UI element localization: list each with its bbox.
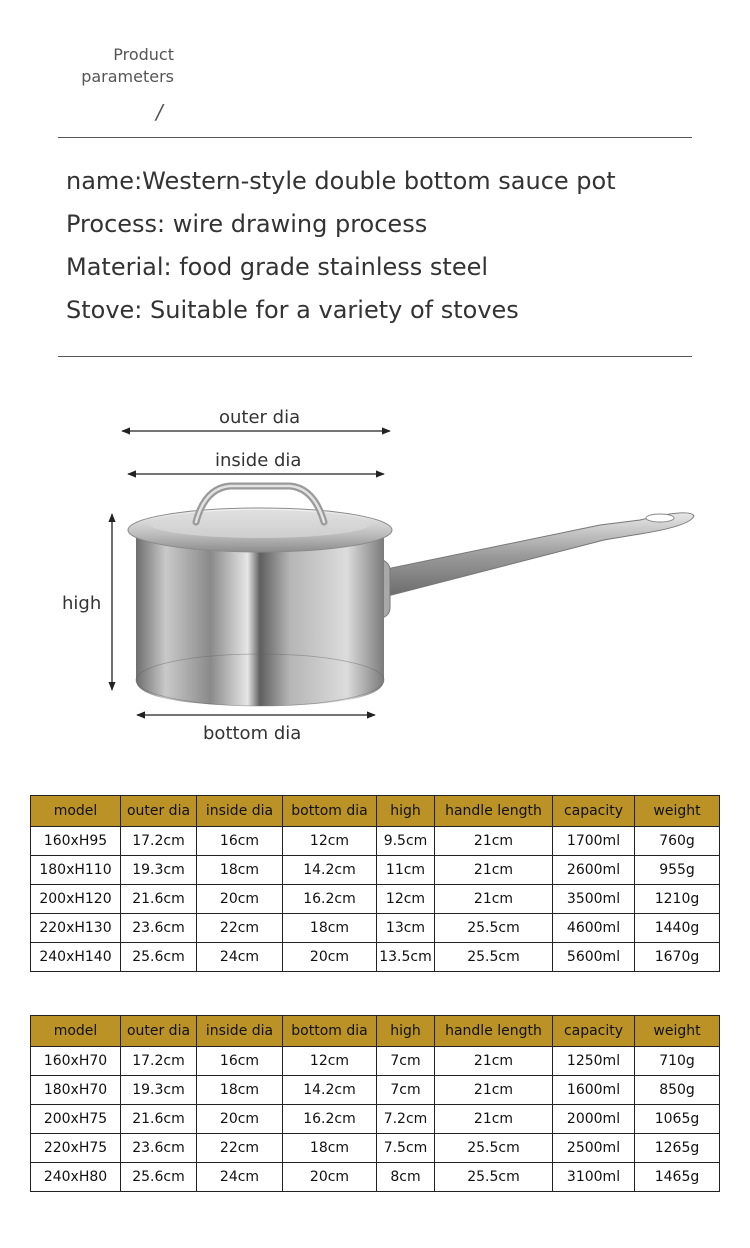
table-cell: 14.2cm: [283, 856, 377, 885]
table-cell: 16cm: [197, 827, 283, 856]
table-header-row: [31, 796, 720, 827]
table-cell: 240xH140: [31, 943, 121, 972]
table-cell: 21.6cm: [121, 1105, 197, 1134]
table-cell: 23.6cm: [121, 914, 197, 943]
column-header: handle length: [435, 1016, 553, 1047]
table-cell: 1670g: [635, 943, 720, 972]
table-cell: 1440g: [635, 914, 720, 943]
table-cell: 21cm: [435, 885, 553, 914]
table-cell: 12cm: [283, 827, 377, 856]
param-process: Process: wire drawing process: [66, 210, 428, 238]
column-header: model: [31, 1016, 121, 1047]
table-header-row: [31, 1016, 720, 1047]
table-cell: 21cm: [435, 827, 553, 856]
outer-dia-label: outer dia: [219, 407, 301, 428]
table-cell: 13.5cm: [377, 943, 435, 972]
column-header: weight: [635, 796, 720, 827]
sauce-pot-diagram: [0, 395, 750, 735]
table-cell: 24cm: [197, 1163, 283, 1192]
heading-line-2: parameters: [81, 67, 174, 86]
table-row: [31, 1047, 720, 1076]
table-cell: 21.6cm: [121, 885, 197, 914]
table-cell: 20cm: [283, 1163, 377, 1192]
table-cell: 20cm: [197, 885, 283, 914]
column-header: inside dia: [197, 1016, 283, 1047]
table-row: [31, 1163, 720, 1192]
table-cell: 16.2cm: [283, 1105, 377, 1134]
table-cell: 2500ml: [553, 1134, 635, 1163]
table-cell: 955g: [635, 856, 720, 885]
table-cell: 16cm: [197, 1047, 283, 1076]
table-cell: 18cm: [197, 1076, 283, 1105]
table-cell: 7.5cm: [377, 1134, 435, 1163]
spec-table-1: [30, 795, 720, 972]
table-cell: 21cm: [435, 1105, 553, 1134]
column-header: bottom dia: [283, 796, 377, 827]
table-cell: 850g: [635, 1076, 720, 1105]
column-header: capacity: [553, 796, 635, 827]
table-cell: 25.6cm: [121, 1163, 197, 1192]
table-cell: 23.6cm: [121, 1134, 197, 1163]
heading-line-1: Product: [113, 45, 174, 64]
heading-slash: /: [156, 100, 163, 124]
table-cell: 25.5cm: [435, 914, 553, 943]
spec-table-2: [30, 1015, 720, 1192]
column-header: outer dia: [121, 796, 197, 827]
table-cell: 1700ml: [553, 827, 635, 856]
param-name: name:Western-style double bottom sauce pot: [66, 167, 616, 195]
table-row: [31, 1105, 720, 1134]
column-header: inside dia: [197, 796, 283, 827]
table-cell: 220xH75: [31, 1134, 121, 1163]
table-row: [31, 943, 720, 972]
column-header: weight: [635, 1016, 720, 1047]
table-row: [31, 914, 720, 943]
table-cell: 22cm: [197, 914, 283, 943]
table-cell: 24cm: [197, 943, 283, 972]
table-cell: 25.5cm: [435, 943, 553, 972]
table-cell: 17.2cm: [121, 1047, 197, 1076]
table-cell: 25.5cm: [435, 1163, 553, 1192]
table-row: [31, 885, 720, 914]
table-row: [31, 1076, 720, 1105]
table-cell: 7cm: [377, 1047, 435, 1076]
table-cell: 1210g: [635, 885, 720, 914]
table-cell: 7cm: [377, 1076, 435, 1105]
table-cell: 1250ml: [553, 1047, 635, 1076]
divider-bottom: [58, 356, 692, 357]
table-cell: 19.3cm: [121, 1076, 197, 1105]
table-cell: 18cm: [283, 1134, 377, 1163]
column-header: high: [377, 796, 435, 827]
table-cell: 3500ml: [553, 885, 635, 914]
pot-handle: [372, 513, 694, 598]
table-cell: 200xH75: [31, 1105, 121, 1134]
column-header: outer dia: [121, 1016, 197, 1047]
table-cell: 20cm: [197, 1105, 283, 1134]
table-cell: 160xH70: [31, 1047, 121, 1076]
column-header: handle length: [435, 796, 553, 827]
table-cell: 1600ml: [553, 1076, 635, 1105]
table-cell: 20cm: [283, 943, 377, 972]
high-label: high: [62, 593, 102, 614]
table-cell: 2600ml: [553, 856, 635, 885]
table-cell: 5600ml: [553, 943, 635, 972]
table-cell: 22cm: [197, 1134, 283, 1163]
pot-body: [136, 538, 384, 706]
product-params: [66, 160, 616, 332]
table-cell: 9.5cm: [377, 827, 435, 856]
table-cell: 14.2cm: [283, 1076, 377, 1105]
column-header: model: [31, 796, 121, 827]
table-cell: 3100ml: [553, 1163, 635, 1192]
table-cell: 4600ml: [553, 914, 635, 943]
table-cell: 18cm: [283, 914, 377, 943]
column-header: bottom dia: [283, 1016, 377, 1047]
table-cell: 25.5cm: [435, 1134, 553, 1163]
inside-dia-label: inside dia: [215, 450, 302, 471]
table-cell: 180xH70: [31, 1076, 121, 1105]
bottom-dia-label: bottom dia: [203, 723, 302, 744]
table-cell: 1465g: [635, 1163, 720, 1192]
table-cell: 17.2cm: [121, 827, 197, 856]
table-cell: 8cm: [377, 1163, 435, 1192]
table-row: [31, 856, 720, 885]
divider-top: [58, 137, 692, 138]
table-cell: 21cm: [435, 856, 553, 885]
table-cell: 220xH130: [31, 914, 121, 943]
table-cell: 760g: [635, 827, 720, 856]
table-cell: 160xH95: [31, 827, 121, 856]
table-row: [31, 1134, 720, 1163]
param-stove: Stove: Suitable for a variety of stoves: [66, 296, 519, 324]
table-cell: 2000ml: [553, 1105, 635, 1134]
table-cell: 200xH120: [31, 885, 121, 914]
column-header: high: [377, 1016, 435, 1047]
table-cell: 11cm: [377, 856, 435, 885]
table-cell: 1065g: [635, 1105, 720, 1134]
table-cell: 25.6cm: [121, 943, 197, 972]
table-cell: 19.3cm: [121, 856, 197, 885]
column-header: capacity: [553, 1016, 635, 1047]
table-cell: 13cm: [377, 914, 435, 943]
table-cell: 21cm: [435, 1076, 553, 1105]
table-cell: 18cm: [197, 856, 283, 885]
table-row: [31, 827, 720, 856]
table-cell: 12cm: [283, 1047, 377, 1076]
table-cell: 12cm: [377, 885, 435, 914]
table-cell: 710g: [635, 1047, 720, 1076]
param-material: Material: food grade stainless steel: [66, 253, 489, 281]
table-cell: 180xH110: [31, 856, 121, 885]
table-cell: 1265g: [635, 1134, 720, 1163]
table-cell: 21cm: [435, 1047, 553, 1076]
table-cell: 240xH80: [31, 1163, 121, 1192]
section-heading: [60, 44, 174, 88]
table-cell: 7.2cm: [377, 1105, 435, 1134]
table-cell: 16.2cm: [283, 885, 377, 914]
